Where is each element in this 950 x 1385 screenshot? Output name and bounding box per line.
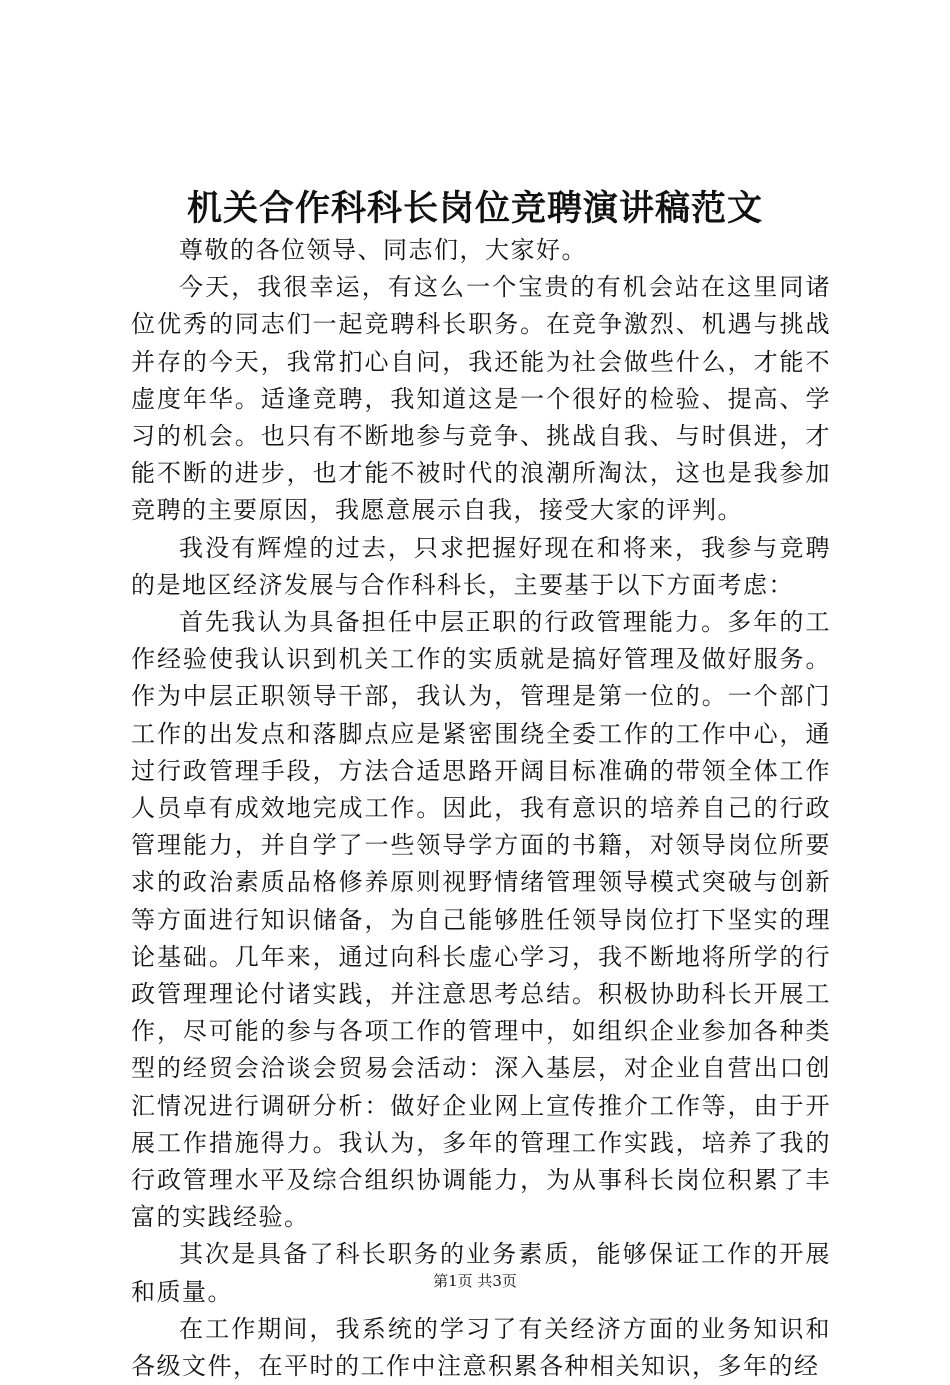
paragraph-business-quality: 其次是具备了科长职务的业务素质，能够保证工作的开展和质量。: [131, 1240, 831, 1306]
paragraph-intro: 今天，我很幸运，有这么一个宝贵的有机会站在这里同诸位优秀的同志们一起竞聘科长职务。在竞争激烈、机遇与挑战并存的今天，我常扪心自问，我还能为社会做些什么，才能不虚度年华。适逢竞聘，我知道这是一个很好的检验、提高、学习的机会。也只有不断地参与竞争、挑战自我、与时俱进，才能不断的进步，也才能不被时代的浪潮所淘汰，这也是我参加竞聘的主要原因，我愿意展示自我，接受大家的评判。: [131, 273, 831, 525]
document-title: 机关合作科科长岗位竞聘演讲稿范文: [186, 188, 763, 229]
paragraph-management-ability: 首先我认为具备担任中层正职的行政管理能力。多年的工作经验使我认识到机关工作的实质就是搞好管理及做好服务。作为中层正职领导干部，我认为，管理是第一位的。一个部门工作的出发点和落脚点应是紧密围绕全委工作的工作中心，通过行政管理手段，方法合适思路开阔目标准确的带领全体工作人员卓有成效地完成工作。因此，我有意识的培养自己的行政管理能力，并自学了一些领导学方面的书籍，对领导岗位所要求的政治素质品格修养原则视野情绪管理领导模式突破与创新等方面进行知识储备，为自己能够胜任领导岗位打下坚实的理论基础。几年来，通过向科长虚心学习，我不断地将所学的行政管理理论付诸实践，并注意思考总结。积极协助科长开展工作，尽可能的参与各项工作的管理中，如组织企业参加各种类型的经贸会洽谈会贸易会活动：深入基层，对企业自营出口创汇情况进行调研分析：做好企业网上宣传推介工作等，由于开展工作措施得力。我认为，多年的管理工作实践，培养了我的行政管理水平及综合组织协调能力，为从事科长岗位积累了丰富的实践经验。: [131, 608, 831, 1232]
paragraph-greeting: 尊敬的各位领导、同志们，大家好。: [179, 236, 587, 264]
paragraph-work-period: 在工作期间，我系统的学习了有关经济方面的业务知识和各级文件，在平时的工作中注意积累各种相关知识，多年的经: [131, 1314, 831, 1381]
page-footer: 第1页 共3页: [433, 1272, 517, 1290]
document-body: [131, 232, 831, 1385]
paragraph-motivation: 我没有辉煌的过去，只求把握好现在和将来，我参与竞聘的是地区经济发展与合作科科长，主要基于以下方面考虑：: [131, 533, 831, 599]
